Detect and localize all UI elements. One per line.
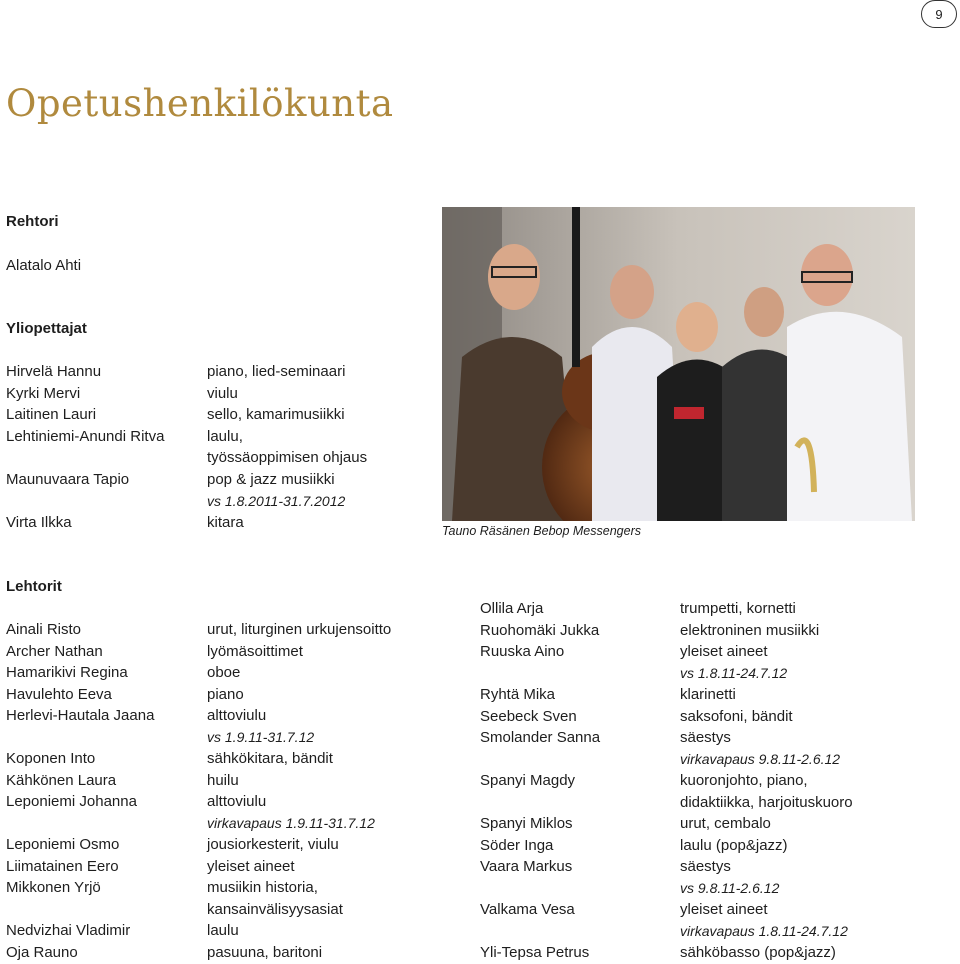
- staff-subject: klarinetti: [680, 686, 736, 703]
- staff-name: Yli-Tepsa Petrus: [480, 944, 590, 961]
- staff-subject: vs 1.8.2011-31.7.2012: [207, 492, 346, 509]
- staff-name: Leponiemi Johanna: [6, 793, 137, 810]
- staff-subject: kitara: [207, 514, 244, 532]
- staff-subject: trumpetti, kornetti: [680, 600, 796, 617]
- rehtori-heading: Rehtori: [6, 213, 59, 230]
- staff-subject: urut, liturginen urkujensoitto: [207, 621, 392, 638]
- staff-name: Mikkonen Yrjö: [6, 879, 101, 896]
- staff-name: Ruuska Aino: [480, 643, 565, 660]
- staff-name: Liimatainen Eero: [6, 857, 119, 875]
- band-photo: [442, 207, 915, 521]
- staff-subject: sello, kamarimusiikki: [207, 406, 345, 424]
- staff-name: Ryhtä Mika: [480, 686, 556, 703]
- staff-name: Söder Inga: [480, 836, 554, 854]
- staff-subject: kansainvälisyysasiat: [207, 900, 343, 918]
- staff-name: Ollila Arja: [480, 600, 544, 617]
- staff-subject: virkavapaus 1.9.11-31.7.12: [207, 814, 375, 831]
- staff-name: Seebeck Sven: [480, 707, 577, 725]
- staff-name: Virta Ilkka: [6, 514, 72, 532]
- lehtorit-heading: Lehtorit: [6, 578, 62, 595]
- staff-name: Vaara Markus: [480, 858, 573, 875]
- staff-name: Herlevi-Hautala Jaana: [6, 707, 155, 724]
- staff-name: Havulehto Eeva: [6, 685, 112, 703]
- staff-subject: alttoviulu: [207, 793, 267, 810]
- staff-name: Kähkönen Laura: [6, 771, 117, 789]
- staff-subject: pasuuna, baritoni: [207, 943, 323, 961]
- staff-subject: piano, lied-seminaari: [207, 363, 346, 380]
- staff-subject: vs 1.8.11-24.7.12: [680, 664, 788, 681]
- staff-subject: säestys: [680, 858, 731, 875]
- staff-name: Ainali Risto: [6, 621, 82, 638]
- staff-subject: vs 1.9.11-31.7.12: [207, 728, 315, 745]
- staff-subject: yleiset aineet: [680, 901, 768, 918]
- yliopettajat-heading: Yliopettajat: [6, 320, 87, 337]
- staff-subject: virkavapaus 1.8.11-24.7.12: [680, 922, 848, 939]
- staff-subject: didaktiikka, harjoituskuoro: [680, 793, 853, 811]
- staff-name: Koponen Into: [6, 750, 96, 767]
- staff-name: Hamarikivi Regina: [6, 664, 128, 681]
- staff-subject: laulu,: [207, 427, 243, 445]
- staff-subject: lyömäsoittimet: [207, 642, 303, 660]
- photo-caption: Tauno Räsänen Bebop Messengers: [442, 524, 641, 538]
- staff-name: Maunuvaara Tapio: [6, 471, 130, 488]
- staff-subject: musiikin historia,: [207, 879, 318, 896]
- staff-name: Valkama Vesa: [480, 901, 575, 918]
- staff-name: Kyrki Mervi: [6, 384, 81, 402]
- staff-name: Leponiemi Osmo: [6, 836, 120, 853]
- staff-subject: urut, cembalo: [680, 815, 771, 832]
- staff-name: Laitinen Lauri: [6, 406, 97, 424]
- page-title: Opetushenkilökunta: [6, 82, 394, 125]
- staff-subject: alttoviulu: [207, 707, 267, 724]
- band-photo-illustration: [442, 207, 915, 521]
- staff-subject: yleiset aineet: [680, 643, 768, 660]
- staff-name: Spanyi Magdy: [480, 772, 576, 789]
- staff-subject: huilu: [207, 771, 239, 789]
- staff-subject: pop & jazz musiikki: [207, 471, 335, 488]
- staff-subject: työssäoppimisen ohjaus: [207, 449, 368, 467]
- staff-subject: piano: [207, 685, 244, 703]
- page-number: 9: [921, 0, 957, 28]
- staff-subject: oboe: [207, 664, 241, 681]
- staff-name: Hirvelä Hannu: [6, 363, 102, 380]
- staff-subject: viulu: [207, 384, 238, 402]
- staff-subject: sähköbasso (pop&jazz): [680, 944, 836, 961]
- rehtori-name: Alatalo Ahti: [6, 257, 82, 274]
- staff-subject: jousiorkesterit, viulu: [207, 836, 339, 853]
- staff-name: Ruohomäki Jukka: [480, 621, 600, 639]
- staff-name: Oja Rauno: [6, 943, 78, 961]
- staff-subject: sähkökitara, bändit: [207, 750, 333, 767]
- staff-name: Smolander Sanna: [480, 729, 601, 746]
- staff-name: Archer Nathan: [6, 642, 103, 660]
- staff-subject: elektroninen musiikki: [680, 621, 820, 639]
- staff-subject: säestys: [680, 729, 731, 746]
- staff-name: Lehtiniemi-Anundi Ritva: [6, 427, 165, 445]
- staff-name: Nedvizhai Vladimir: [6, 922, 131, 939]
- staff-subject: kuoronjohto, piano,: [680, 772, 808, 789]
- staff-subject: laulu: [207, 922, 239, 939]
- staff-subject: virkavapaus 9.8.11-2.6.12: [680, 750, 841, 767]
- staff-subject: saksofoni, bändit: [680, 707, 793, 725]
- staff-name: Spanyi Miklos: [480, 815, 573, 832]
- staff-subject: vs 9.8.11-2.6.12: [680, 879, 780, 896]
- staff-subject: laulu (pop&jazz): [680, 836, 788, 854]
- staff-subject: yleiset aineet: [207, 857, 295, 875]
